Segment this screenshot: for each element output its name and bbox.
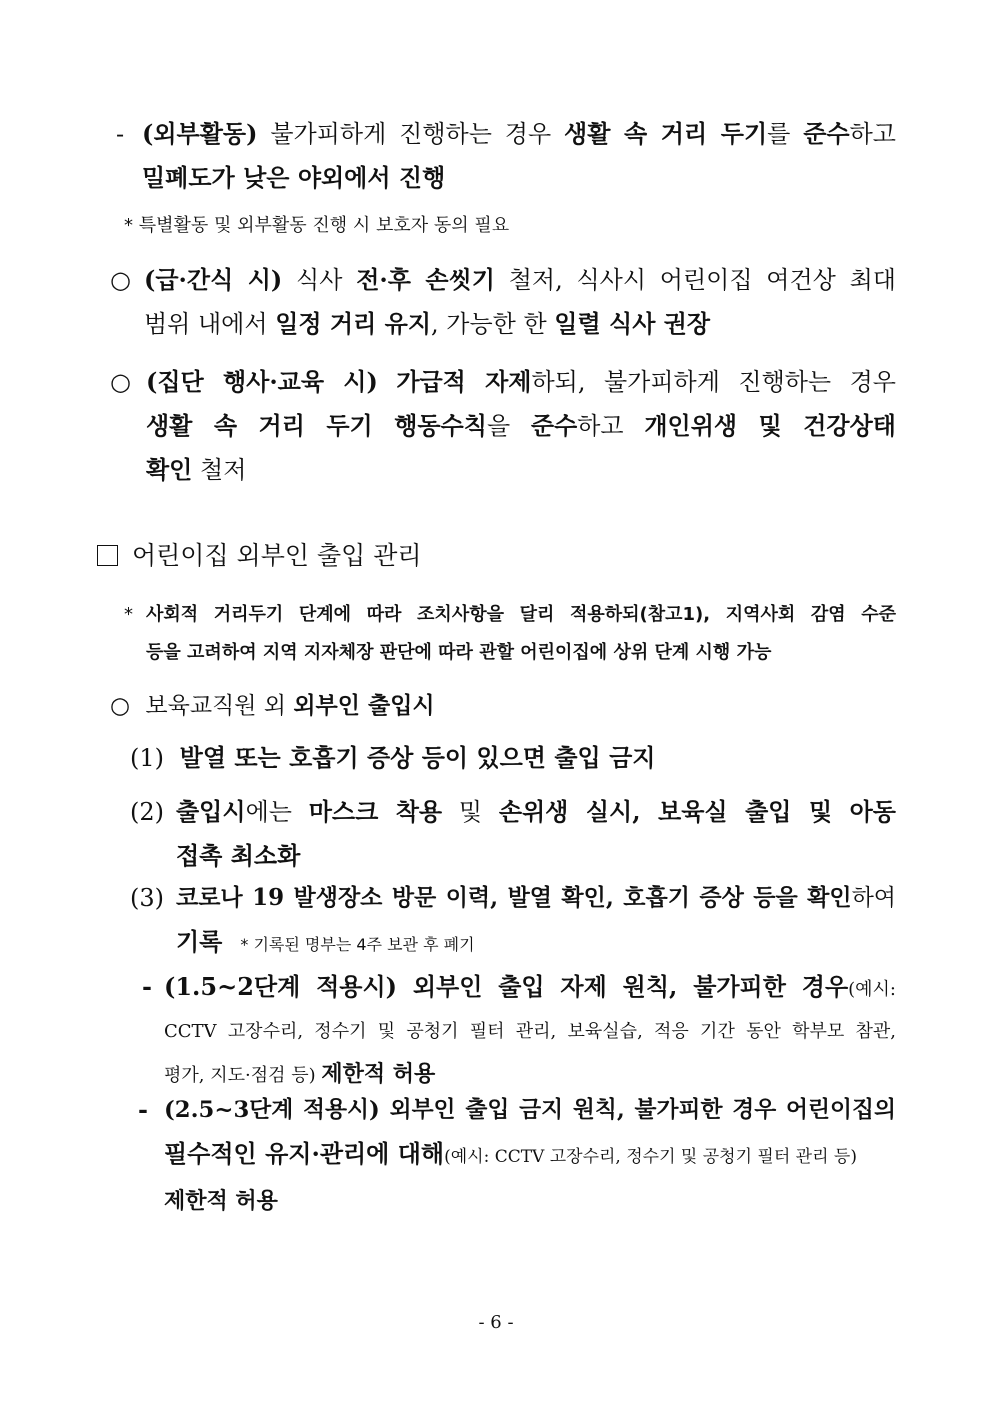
item3-line-1: 코로나 19 발생장소 방문 이력, 발열 확인, 호흡기 증상 등을 확인하여 xyxy=(176,884,896,911)
d1-line-3: 평가, 지도·점검 등) 제한적 허용 xyxy=(164,1061,436,1087)
checkbox-square-icon xyxy=(97,545,118,566)
item2-line-1: 출입시에는 마스크 착용 및 손위생 실시, 보육실 출입 및 아동 xyxy=(176,797,896,826)
bullet-group-events xyxy=(110,360,896,492)
d1-line-1: (1.5~2단계 적용시) 외부인 출입 자제 원칙, 불가피한 경우(예시: xyxy=(164,972,896,1001)
d2-line-1: (2.5~3단계 적용시) 외부인 출입 금지 원칙, 불가피한 경우 어린이집의 xyxy=(164,1097,896,1123)
bullet-visitor-entry: ○ 보육교직원 외 외부인 출입시 xyxy=(110,692,435,719)
note-text: 특별활동 및 외부활동 진행 시 보호자 동의 필요 xyxy=(138,215,510,236)
events-line-2: 생활 속 거리 두기 행동수칙을 준수하고 개인위생 및 건강상태 xyxy=(146,411,896,440)
note-distancing-levels xyxy=(124,596,896,672)
item-number: (1) xyxy=(130,744,164,772)
dash-marker: - xyxy=(138,1095,148,1124)
d2-line-2: 필수적인 유지·관리에 대해(예시: CCTV 고장수리, 정수기 및 공청기 필터 관리 등) xyxy=(164,1139,857,1168)
item-1-symptoms: (1) 발열 또는 호흡기 증상 등이 있으면 출입 금지 xyxy=(130,743,656,772)
circle-marker: ○ xyxy=(110,368,131,396)
item2-line-2: 접촉 최소화 xyxy=(176,841,301,870)
item-2-mask xyxy=(130,790,896,878)
record-note: * 기록된 명부는 4주 보관 후 폐기 xyxy=(240,935,475,954)
meal-line-2: 범위 내에서 일정 거리 유지, 가능한 한 일렬 식사 권장 xyxy=(144,309,711,338)
item-3-record xyxy=(130,876,896,967)
note-guardian-consent xyxy=(124,212,509,240)
note2-line-1: 사회적 거리두기 단계에 따라 조치사항을 달리 적용하되(참고1), 지역사회 감염 수준 xyxy=(146,604,896,625)
item-number: (3) xyxy=(130,884,164,912)
page-number: - 6 - xyxy=(478,1312,514,1333)
item-number: (2) xyxy=(130,798,164,826)
item3-line-2: 기록 * 기록된 명부는 4주 보관 후 폐기 xyxy=(176,927,475,956)
dash-marker: - xyxy=(142,972,152,1001)
dash-level-2-5-3 xyxy=(138,1088,896,1223)
outdoor-line-2: 밀폐도가 낮은 야외에서 진행 xyxy=(142,163,446,192)
section-heading: 어린이집 외부인 출입 관리 xyxy=(132,541,422,570)
dash-marker: - xyxy=(116,120,125,148)
circle-marker: ○ xyxy=(110,266,131,294)
bullet-outdoor-activity xyxy=(116,112,896,200)
outdoor-line-1: (외부활동) 불가피하게 진행하는 경우 생활 속 거리 두기를 준수하고 xyxy=(142,119,896,148)
bullet-meal-time xyxy=(110,258,896,346)
events-line-3: 확인 철저 xyxy=(146,455,247,484)
circle-marker: ○ xyxy=(110,693,131,719)
asterisk-marker: * xyxy=(124,215,133,236)
note2-line-2: 등을 고려하여 지역 지자체장 판단에 따라 관할 어린이집에 상위 단계 시행 가능 xyxy=(146,642,772,663)
meal-line-1: (급·간식 시) 식사 전·후 손씻기 철저, 식사시 어린이집 여건상 최대 xyxy=(144,265,896,294)
d1-line-2: CCTV 고장수리, 정수기 및 공청기 필터 관리, 보육실습, 적응 기간 동안 학부모 참관, xyxy=(164,1021,896,1042)
d2-line-3: 제한적 허용 xyxy=(164,1188,278,1214)
asterisk-marker: * xyxy=(124,604,133,625)
dash-level-1-5-2 xyxy=(142,966,896,1097)
events-line-1: (집단 행사·교육 시) 가급적 자제하되, 불가피하게 진행하는 경우 xyxy=(146,367,896,396)
